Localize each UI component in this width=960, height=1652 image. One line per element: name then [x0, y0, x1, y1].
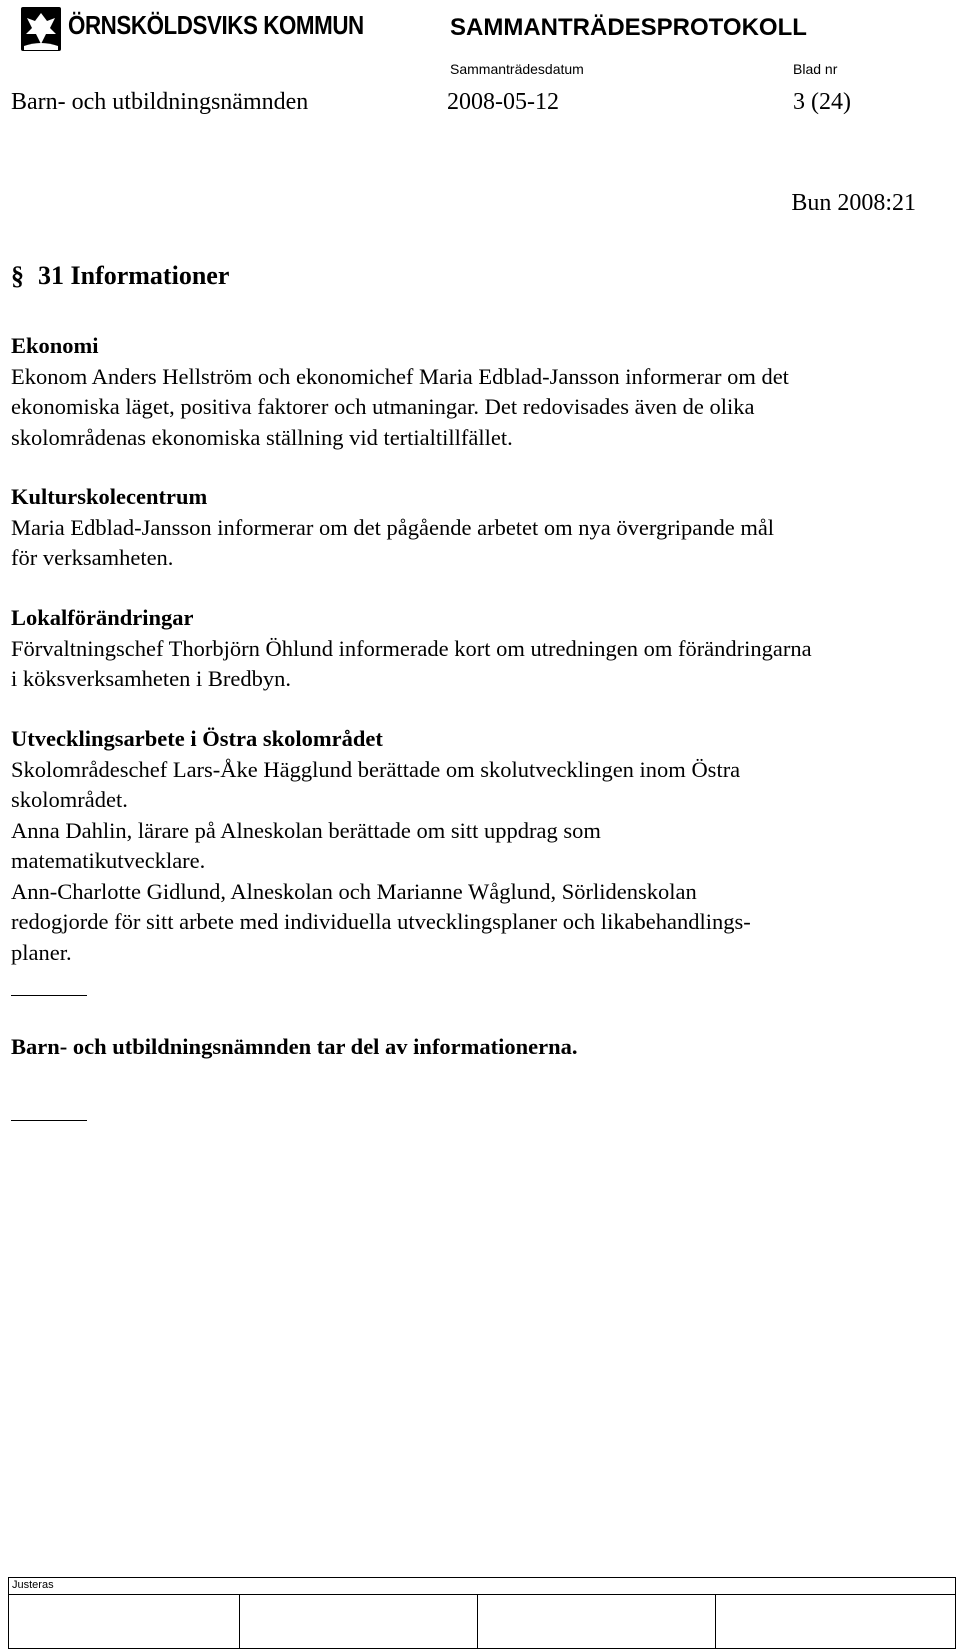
subsection-heading: Lokalförändringar	[11, 605, 194, 630]
subsection-utvecklingsarbete	[11, 724, 956, 968]
text-line: Maria Edblad-Jansson informerar om det pågående arbetet om nya övergripande mål	[11, 514, 775, 540]
meeting-date: 2008-05-12	[447, 89, 559, 115]
text-line: ekonomiska läget, positiva faktorer och utmaningar. Det redovisades även de olika	[11, 394, 755, 419]
text-line: skolområdenas ekonomiska ställning vid tertialtillfället.	[11, 424, 513, 450]
document-title: SAMMANTRÄDESPROTOKOLL	[450, 14, 807, 41]
subsection-lokalforandringar	[11, 603, 956, 695]
justeras-header-row	[9, 1578, 955, 1595]
section-title	[11, 261, 229, 291]
reference-number: Bun 2008:21	[791, 190, 916, 216]
text-line: skolområdet.	[11, 787, 128, 812]
subsection-heading: Kulturskolecentrum	[11, 484, 208, 509]
page-number: 3 (24)	[793, 89, 851, 115]
text-line: Ekonom Anders Hellström och ekonomichef Maria Edblad-Jansson informerar om det	[11, 363, 789, 389]
organization-name: ÖRNSKÖLDSVIKS KOMMUN	[68, 10, 364, 40]
section-symbol: §	[11, 261, 24, 290]
justeras-label: Justeras	[12, 1579, 54, 1591]
text-line: planer.	[11, 939, 72, 965]
committee-name: Barn- och utbildningsnämnden	[11, 89, 309, 115]
subsection-heading: Ekonomi	[11, 333, 99, 358]
section-title-text: 31 Informationer	[38, 261, 230, 290]
signature-cell-divider	[715, 1595, 716, 1648]
text-line: i köksverksamheten i Bredbyn.	[11, 666, 291, 691]
text-line: Anna Dahlin, lärare på Alneskolan berättade om sitt uppdrag som	[11, 817, 601, 843]
subsection-heading: Utvecklingsarbete i Östra skolområdet	[11, 726, 383, 751]
municipal-coat-of-arms-icon	[20, 6, 62, 52]
page-number-label: Blad nr	[793, 61, 838, 77]
justeras-signature-box	[8, 1577, 956, 1649]
signature-cell-divider	[239, 1595, 240, 1648]
subsection-kulturskolecentrum	[11, 482, 956, 574]
text-line: matematikutvecklare.	[11, 848, 206, 873]
divider	[11, 1120, 87, 1121]
meeting-date-label: Sammanträdesdatum	[450, 61, 584, 77]
subsection-ekonomi	[11, 331, 956, 453]
decision-text: Barn- och utbildningsnämnden tar del av informationerna.	[11, 1034, 578, 1059]
text-line: för verksamheten.	[11, 545, 174, 570]
divider	[11, 995, 87, 996]
text-line: Ann-Charlotte Gidlund, Alneskolan och Marianne Wåglund, Sörlidenskolan	[11, 878, 697, 904]
text-line: Skolområdeschef Lars-Åke Hägglund berättade om skolutvecklingen inom Östra	[11, 756, 741, 782]
text-line: redogjorde för sitt arbete med individuella utvecklingsplaner och likabehandlings-	[11, 909, 751, 934]
signature-cell-divider	[477, 1595, 478, 1648]
text-line: Förvaltningschef Thorbjörn Öhlund informerade kort om utredningen om förändringarna	[11, 635, 812, 661]
